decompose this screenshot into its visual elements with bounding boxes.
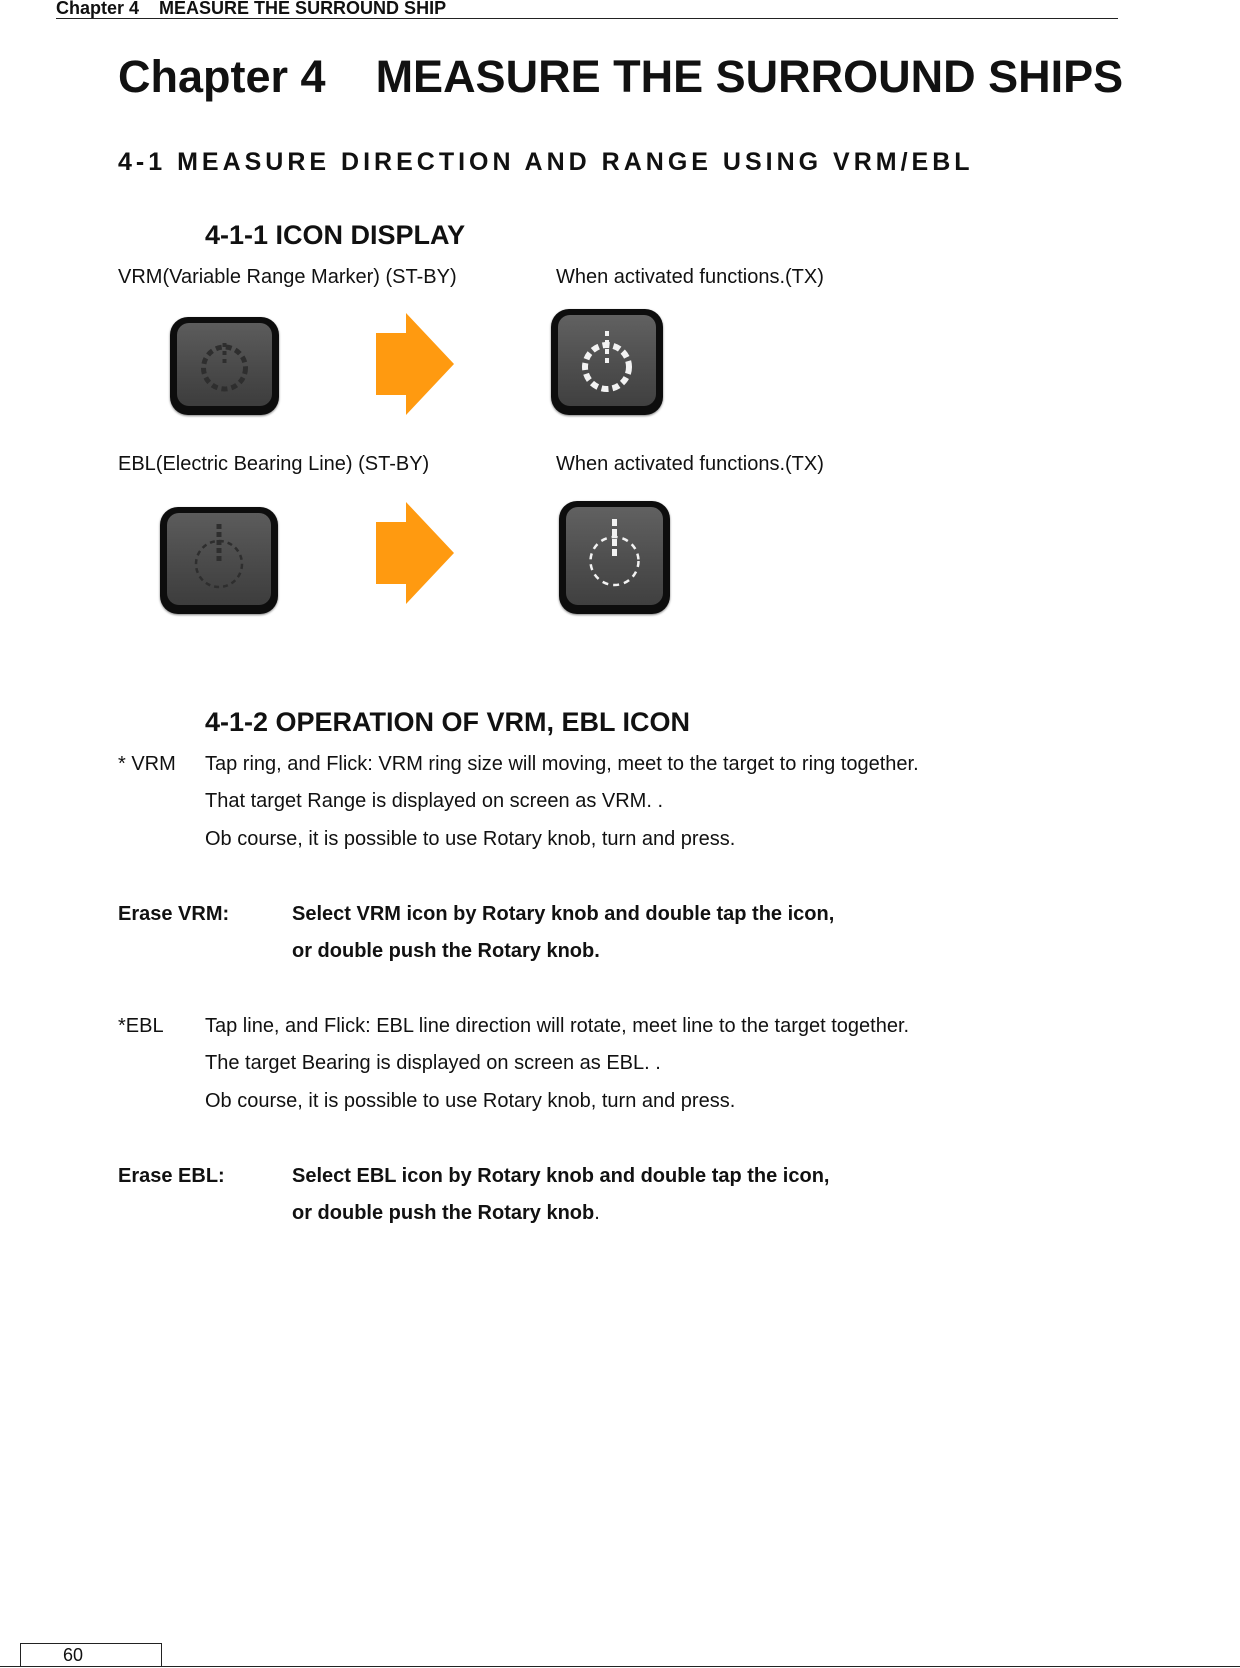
vrm-active-icon [551,309,663,415]
chapter-name: MEASURE THE SURROUND SHIPS [375,51,1124,102]
vrm-line-1: Tap ring, and Flick: VRM ring size will moving, meet to the target to ring together. [205,753,919,775]
page-number: 60 [20,1643,162,1666]
erase-ebl-line-2-bold: or double push the Rotary knob [292,1202,595,1224]
running-header-title: MEASURE THE SURROUND SHIP [159,0,447,18]
ebl-line-2: The target Bearing is displayed on screen as EBL. . [205,1052,661,1074]
erase-ebl-line-2 [292,1201,600,1225]
erase-ebl-line-2-end: . [594,1202,600,1224]
operation-heading: 4-1-2 OPERATION OF VRM, EBL ICON [205,707,691,737]
erase-ebl-line-1: Select EBL icon by Rotary knob and double tap the icon, [292,1165,830,1187]
arrow-right-icon [376,502,454,604]
erase-vrm-label: Erase VRM: [118,903,230,925]
erase-vrm-line-1: Select VRM icon by Rotary knob and double tap the icon, [292,903,835,925]
vrm-line-3: Ob course, it is possible to use Rotary knob, turn and press. [205,828,736,850]
vrm-line-2: That target Range is displayed on screen as VRM. . [205,790,664,812]
icon-display-heading: 4-1-1 ICON DISPLAY [205,220,466,250]
section-title: 4-1 MEASURE DIRECTION AND RANGE USING VRM/EBL [118,148,974,176]
ebl-tag: *EBL [118,1015,164,1037]
ebl-standby-icon [160,507,278,614]
vrm-active-label: When activated functions.(TX) [556,266,824,288]
ebl-standby-label: EBL(Electric Bearing Line) (ST-BY) [118,453,430,475]
ebl-active-label: When activated functions.(TX) [556,453,824,475]
vrm-standby-label: VRM(Variable Range Marker) (ST-BY) [118,266,457,288]
running-header-chapter: Chapter 4 [56,0,140,18]
ebl-line-3: Ob course, it is possible to use Rotary knob, turn and press. [205,1090,736,1112]
erase-ebl-label: Erase EBL: [118,1165,225,1187]
chapter-title [118,50,1123,104]
footer-rule [0,1666,1240,1667]
running-header [56,0,1118,19]
erase-vrm-line-2: or double push the Rotary knob. [292,940,600,962]
arrow-right-icon [376,313,454,415]
ebl-line-1: Tap line, and Flick: EBL line direction will rotate, meet line to the target together. [205,1015,910,1037]
vrm-tag: * VRM [118,753,176,775]
vrm-standby-icon [170,317,279,415]
chapter-number: Chapter 4 [118,51,326,102]
ebl-active-icon [559,501,670,614]
